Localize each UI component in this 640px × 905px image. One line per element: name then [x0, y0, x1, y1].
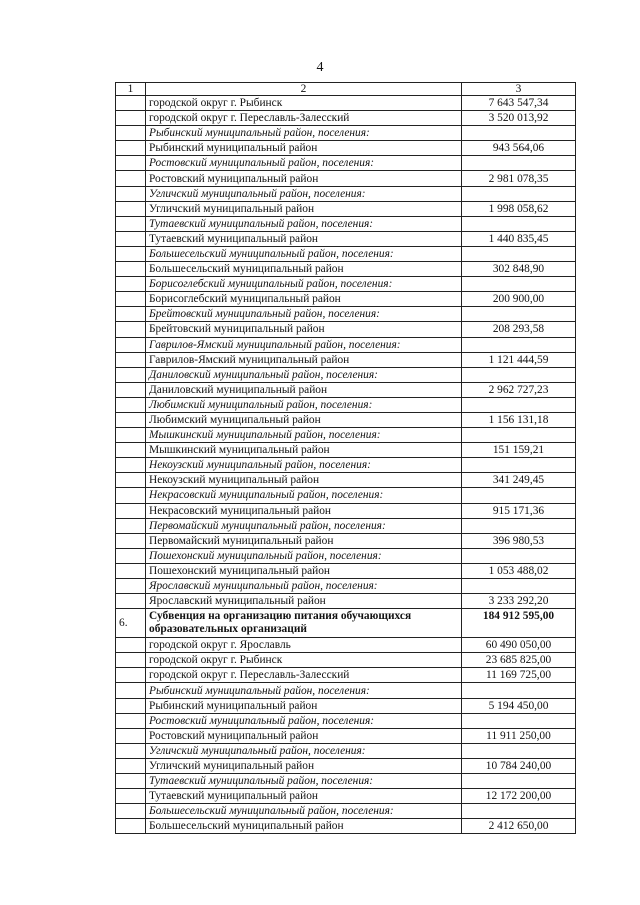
row-index-cell — [116, 156, 146, 171]
row-index-cell — [116, 292, 146, 307]
row-name-cell: Большесельский муниципальный район — [146, 819, 462, 834]
row-name-cell: Тутаевский муниципальный район, поселения: — [146, 774, 462, 789]
subheading-row — [116, 367, 576, 382]
subheading-row — [116, 458, 576, 473]
row-index-cell — [116, 111, 146, 126]
row-name-cell: Рыбинский муниципальный район — [146, 698, 462, 713]
row-index-cell — [116, 594, 146, 609]
row-index-cell — [116, 277, 146, 292]
row-name-cell: Угличский муниципальный район — [146, 201, 462, 216]
row-index-cell — [116, 382, 146, 397]
row-name-cell: Ростовский муниципальный район, поселения: — [146, 156, 462, 171]
budget-table — [115, 82, 576, 834]
table-row — [116, 473, 576, 488]
table-row — [116, 443, 576, 458]
row-index-cell — [116, 367, 146, 382]
row-name-cell: Брейтовский муниципальный район, поселения: — [146, 307, 462, 322]
row-name-cell: Пошехонский муниципальный район, поселения: — [146, 548, 462, 563]
row-name-cell: Некоузский муниципальный район — [146, 473, 462, 488]
row-amount-cell: 3 520 013,92 — [462, 111, 576, 126]
row-amount-cell: 1 998 058,62 — [462, 201, 576, 216]
row-amount-cell: 200 900,00 — [462, 292, 576, 307]
column-header-number: 1 — [116, 83, 146, 96]
row-index-cell — [116, 518, 146, 533]
row-amount-cell — [462, 367, 576, 382]
row-name-cell: городской округ г. Рыбинск — [146, 653, 462, 668]
row-name-cell: Некрасовский муниципальный район — [146, 503, 462, 518]
subheading-row — [116, 156, 576, 171]
row-amount-cell: 23 685 825,00 — [462, 653, 576, 668]
row-name-cell: Ростовский муниципальный район — [146, 171, 462, 186]
row-index-cell — [116, 141, 146, 156]
subheading-row — [116, 579, 576, 594]
row-amount-cell — [462, 428, 576, 443]
row-index-cell — [116, 96, 146, 111]
row-name-cell: городской округ г. Переславль-Залесский — [146, 111, 462, 126]
row-amount-cell — [462, 277, 576, 292]
row-index-cell — [116, 443, 146, 458]
row-name-cell: Мышкинский муниципальный район, поселения: — [146, 428, 462, 443]
row-amount-cell — [462, 548, 576, 563]
column-header-amount: 3 — [462, 83, 576, 96]
row-index-cell — [116, 322, 146, 337]
row-index-cell — [116, 758, 146, 773]
table-row — [116, 819, 576, 834]
row-amount-cell: 10 784 240,00 — [462, 758, 576, 773]
row-amount-cell: 915 171,36 — [462, 503, 576, 518]
row-name-cell: городской округ г. Ярославль — [146, 638, 462, 653]
row-name-cell: Большесельский муниципальный район, поселения: — [146, 246, 462, 261]
row-index-cell — [116, 683, 146, 698]
row-name-cell: Угличский муниципальный район, поселения: — [146, 186, 462, 201]
page-number: 4 — [316, 60, 324, 75]
row-index-cell — [116, 743, 146, 758]
row-name-cell: Большесельский муниципальный район, поселения: — [146, 804, 462, 819]
table-row — [116, 412, 576, 427]
row-name-cell: Гаврилов-Ямский муниципальный район, поселения: — [146, 337, 462, 352]
subheading-row — [116, 428, 576, 443]
row-amount-cell: 11 911 250,00 — [462, 728, 576, 743]
row-name-cell: Тутаевский муниципальный район, поселения: — [146, 216, 462, 231]
row-index-cell — [116, 216, 146, 231]
table-row — [116, 638, 576, 653]
row-index-cell — [116, 728, 146, 743]
row-name-cell: Гаврилов-Ямский муниципальный район — [146, 352, 462, 367]
table-row — [116, 653, 576, 668]
row-amount-cell: 1 156 131,18 — [462, 412, 576, 427]
row-index-cell — [116, 638, 146, 653]
row-amount-cell — [462, 743, 576, 758]
row-name-cell: Ярославский муниципальный район, поселения: — [146, 579, 462, 594]
table-row — [116, 352, 576, 367]
subheading-row — [116, 246, 576, 261]
row-name-cell: Даниловский муниципальный район — [146, 382, 462, 397]
row-index-cell — [116, 653, 146, 668]
row-index-cell — [116, 774, 146, 789]
row-name-cell: Брейтовский муниципальный район — [146, 322, 462, 337]
row-index-cell — [116, 804, 146, 819]
row-name-cell: Борисоглебский муниципальный район, поселения: — [146, 277, 462, 292]
row-amount-cell — [462, 156, 576, 171]
row-name-cell: Рыбинский муниципальный район — [146, 141, 462, 156]
row-index-cell: 6. — [116, 609, 146, 638]
row-index-cell — [116, 698, 146, 713]
row-amount-cell: 3 233 292,20 — [462, 594, 576, 609]
row-amount-cell: 60 490 050,00 — [462, 638, 576, 653]
row-name-cell: Ростовский муниципальный район, поселения: — [146, 713, 462, 728]
row-name-cell: Некрасовский муниципальный район, поселения: — [146, 488, 462, 503]
subheading-row — [116, 277, 576, 292]
row-name-cell: Рыбинский муниципальный район, поселения: — [146, 126, 462, 141]
row-name-cell: Рыбинский муниципальный район, поселения: — [146, 683, 462, 698]
row-name-cell: Угличский муниципальный район — [146, 758, 462, 773]
subheading-row — [116, 216, 576, 231]
row-index-cell — [116, 186, 146, 201]
row-name-cell: Субвенция на организацию питания обучающихся образовательных организаций — [146, 609, 462, 638]
subheading-row — [116, 186, 576, 201]
row-name-cell: Борисоглебский муниципальный район — [146, 292, 462, 307]
row-name-cell: городской округ г. Рыбинск — [146, 96, 462, 111]
row-index-cell — [116, 201, 146, 216]
table-row — [116, 698, 576, 713]
row-name-cell: Ростовский муниципальный район — [146, 728, 462, 743]
row-name-cell: Даниловский муниципальный район, поселения: — [146, 367, 462, 382]
row-amount-cell — [462, 458, 576, 473]
row-index-cell — [116, 126, 146, 141]
subheading-row — [116, 743, 576, 758]
subheading-row — [116, 126, 576, 141]
row-index-cell — [116, 171, 146, 186]
table-row — [116, 789, 576, 804]
row-amount-cell: 341 249,45 — [462, 473, 576, 488]
row-amount-cell: 5 194 450,00 — [462, 698, 576, 713]
row-amount-cell — [462, 337, 576, 352]
row-index-cell — [116, 548, 146, 563]
table-row — [116, 668, 576, 683]
row-amount-cell — [462, 186, 576, 201]
row-index-cell — [116, 307, 146, 322]
row-index-cell — [116, 231, 146, 246]
row-amount-cell — [462, 579, 576, 594]
subheading-row — [116, 713, 576, 728]
row-amount-cell — [462, 216, 576, 231]
row-amount-cell: 1 121 444,59 — [462, 352, 576, 367]
row-index-cell — [116, 337, 146, 352]
row-index-cell — [116, 503, 146, 518]
row-name-cell: Тутаевский муниципальный район — [146, 231, 462, 246]
subheading-row — [116, 307, 576, 322]
row-index-cell — [116, 458, 146, 473]
row-amount-cell — [462, 518, 576, 533]
row-index-cell — [116, 397, 146, 412]
row-amount-cell — [462, 804, 576, 819]
table-row — [116, 262, 576, 277]
table-row — [116, 758, 576, 773]
subheading-row — [116, 337, 576, 352]
table-row — [116, 141, 576, 156]
subheading-row — [116, 397, 576, 412]
table-row — [116, 728, 576, 743]
table-row — [116, 201, 576, 216]
row-amount-cell: 2 962 727,23 — [462, 382, 576, 397]
row-index-cell — [116, 412, 146, 427]
row-name-cell: Первомайский муниципальный район, поселения: — [146, 518, 462, 533]
subheading-row — [116, 488, 576, 503]
row-index-cell — [116, 473, 146, 488]
row-index-cell — [116, 713, 146, 728]
row-name-cell: Ярославский муниципальный район — [146, 594, 462, 609]
row-amount-cell — [462, 397, 576, 412]
row-amount-cell: 2 412 650,00 — [462, 819, 576, 834]
row-name-cell: Любимский муниципальный район — [146, 412, 462, 427]
row-amount-cell — [462, 713, 576, 728]
row-name-cell: городской округ г. Переславль-Залесский — [146, 668, 462, 683]
row-index-cell — [116, 563, 146, 578]
subheading-row — [116, 683, 576, 698]
table-row — [116, 231, 576, 246]
table-row — [116, 382, 576, 397]
table-header-row — [116, 83, 576, 96]
row-name-cell: Мышкинский муниципальный район — [146, 443, 462, 458]
subheading-row — [116, 548, 576, 563]
subheading-row — [116, 804, 576, 819]
row-name-cell: Пошехонский муниципальный район — [146, 563, 462, 578]
row-amount-cell: 208 293,58 — [462, 322, 576, 337]
row-name-cell: Любимский муниципальный район, поселения: — [146, 397, 462, 412]
row-index-cell — [116, 819, 146, 834]
row-index-cell — [116, 668, 146, 683]
row-name-cell: Первомайский муниципальный район — [146, 533, 462, 548]
row-index-cell — [116, 488, 146, 503]
table-row — [116, 594, 576, 609]
row-amount-cell: 396 980,53 — [462, 533, 576, 548]
subheading-row — [116, 518, 576, 533]
table-row — [116, 533, 576, 548]
row-amount-cell: 2 981 078,35 — [462, 171, 576, 186]
row-amount-cell: 11 169 725,00 — [462, 668, 576, 683]
row-amount-cell: 151 159,21 — [462, 443, 576, 458]
row-index-cell — [116, 533, 146, 548]
table-row — [116, 292, 576, 307]
budget-table-body — [116, 83, 576, 834]
section-row — [116, 609, 576, 638]
row-name-cell: Большесельский муниципальный район — [146, 262, 462, 277]
table-row — [116, 322, 576, 337]
row-index-cell — [116, 579, 146, 594]
row-amount-cell: 12 172 200,00 — [462, 789, 576, 804]
row-amount-cell — [462, 307, 576, 322]
row-amount-cell — [462, 683, 576, 698]
row-amount-cell: 1 053 488,02 — [462, 563, 576, 578]
row-amount-cell: 302 848,90 — [462, 262, 576, 277]
row-amount-cell — [462, 488, 576, 503]
table-row — [116, 96, 576, 111]
row-name-cell: Тутаевский муниципальный район — [146, 789, 462, 804]
row-amount-cell — [462, 246, 576, 261]
row-index-cell — [116, 428, 146, 443]
row-index-cell — [116, 262, 146, 277]
row-name-cell: Некоузский муниципальный район, поселения: — [146, 458, 462, 473]
row-amount-cell — [462, 774, 576, 789]
row-amount-cell: 1 440 835,45 — [462, 231, 576, 246]
row-index-cell — [116, 352, 146, 367]
subheading-row — [116, 774, 576, 789]
row-amount-cell: 184 912 595,00 — [462, 609, 576, 638]
table-row — [116, 563, 576, 578]
column-header-name: 2 — [146, 83, 462, 96]
table-row — [116, 171, 576, 186]
row-index-cell — [116, 246, 146, 261]
table-row — [116, 503, 576, 518]
row-name-cell: Угличский муниципальный район, поселения: — [146, 743, 462, 758]
row-amount-cell: 943 564,06 — [462, 141, 576, 156]
row-amount-cell — [462, 126, 576, 141]
row-index-cell — [116, 789, 146, 804]
table-row — [116, 111, 576, 126]
row-amount-cell: 7 643 547,34 — [462, 96, 576, 111]
